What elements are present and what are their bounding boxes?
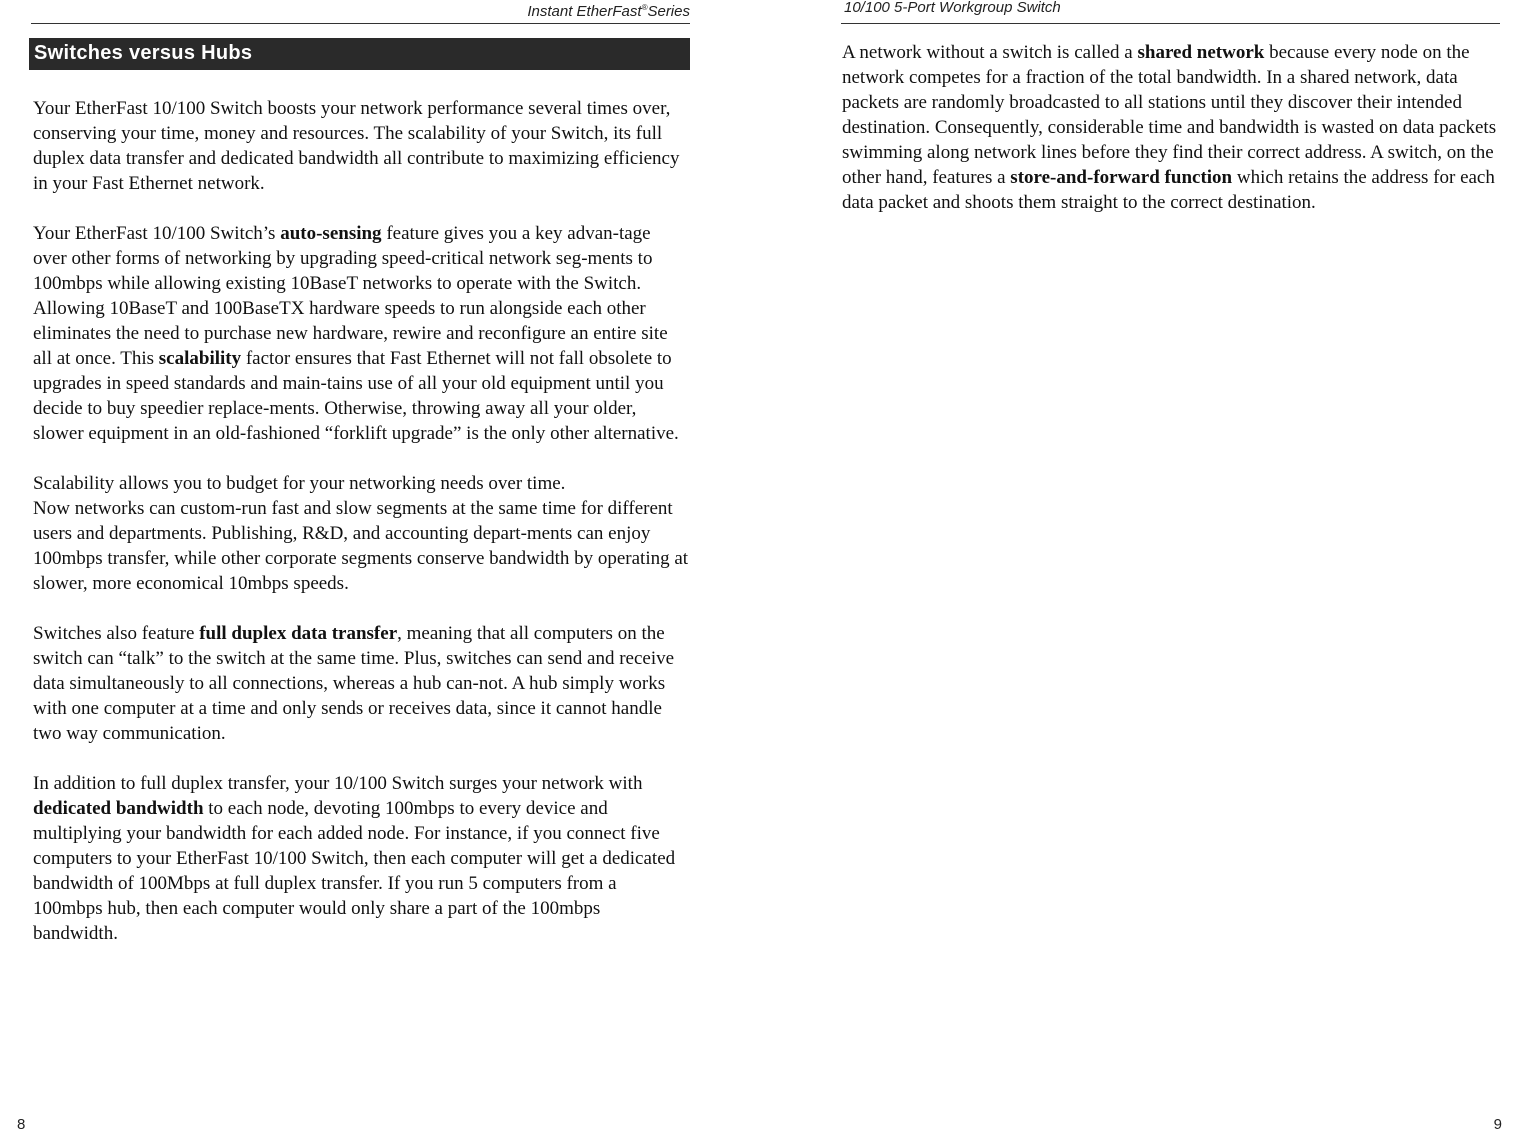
paragraph-text: to each node, devoting 100mbps to every device and multiplying your bandwidth for each added node. For instance, if you connect five computers to your EtherFast 10/100 Switch, then each computer will get a dedicated bandwidth of 100Mbps at full duplex transfer. If you run 5 computers from a 100mbps hub, then each computer would only share a part of the 100mbps bandwidth. [33,798,676,944]
paragraph-text: Now networks can custom-run fast and slow segments at the same time for different users and departments. Publishing, R&D, and accounting depart-ments can enjoy 100mbps transfer, while other corporate segments conserve bandwidth by operating at slower, more economical 10mbps speeds. [33,498,689,594]
right-running-header: 10/100 5-Port Workgroup Switch [844,0,1061,16]
paragraph-4 [33,621,689,746]
section-heading-bar [29,38,690,70]
header-title-suffix: Series [647,3,690,20]
left-running-header [527,0,690,20]
paragraph-text: because every node on the network competes for a fraction of the total bandwidth. In a shared network, data packets are randomly broadcasted to all stations until they discover their intended destination. Consequently, considerable time and bandwidth is wasted on data packets swimming along network lines before they find their correct address. A switch, on the other hand, features a [842,42,1497,188]
term-auto-sensing: auto-sensing [280,223,382,244]
left-page [0,0,756,1133]
paragraph-text: A network without a switch is called a [842,42,1138,63]
header-title-main: Instant EtherFast [527,3,642,20]
paragraph-text: Switches also feature [33,623,200,644]
section-title: Switches versus Hubs [34,42,253,64]
paragraph-text: which retains the address for each data packet and shoots them straight to the correct destination. [842,167,1495,213]
paragraph-shared-network [842,40,1502,215]
left-body-text [33,96,689,971]
paragraph-5 [33,771,689,946]
left-header-rule [31,23,690,24]
paragraph-text: feature gives you a key advan-tage over other forms of networking by upgrading speed-critical network seg-ments to 100mbps while allowing existing 10BaseT networks to operate with the Switch. Allowing 10BaseT and 100BaseTX hardware speeds to run alongside each other eliminates the need to purchase new hardware, rewire and reconfigure an entire site all at once. This [33,223,668,369]
right-header-rule [841,23,1500,24]
paragraph-text: factor ensures that Fast Ethernet will not fall obsolete to upgrades in speed standards and main-tains use of all your old equipment until you decide to buy speedier replace-ments. Otherwise, throwing away all your older, slower equipment in an old-fashioned “forklift upgrade” is the only other alternative. [33,348,679,444]
left-page-number: 8 [17,1116,26,1133]
paragraph-text: Your EtherFast 10/100 Switch’s [33,223,281,244]
right-page [756,0,1513,1133]
right-page-number: 9 [1493,1116,1502,1133]
registered-mark: ® [641,3,648,12]
term-dedicated-bandwidth: dedicated bandwidth [33,798,204,819]
paragraph-1 [33,96,689,196]
term-full-duplex: full duplex data transfer [199,623,398,644]
term-scalability: scalability [158,348,242,369]
paragraph-text: , meaning that all computers on the switch can “talk” to the switch at the same time. Plus, switches can send and receive data simultaneously to all connections, whereas a hub can-not. A hub simply works with one computer at a time and only sends or receives data, since it cannot handle two way communication. [33,623,675,744]
right-body-text [842,40,1502,240]
paragraph-text: Your EtherFast 10/100 Switch boosts your network performance several times over, conserving your time, money and resources. The scalability of your Switch, its full duplex data transfer and dedicated bandwidth all contribute to maximizing efficiency in your Fast Ethernet network. [33,98,680,194]
paragraph-3 [33,471,689,596]
term-shared-network: shared network [1137,42,1265,63]
paragraph-2 [33,221,689,446]
paragraph-text: In addition to full duplex transfer, your 10/100 Switch surges your network with [33,773,643,794]
paragraph-text: Scalability allows you to budget for your networking needs over time. [33,473,566,494]
term-store-and-forward: store-and-forward function [1010,167,1233,188]
